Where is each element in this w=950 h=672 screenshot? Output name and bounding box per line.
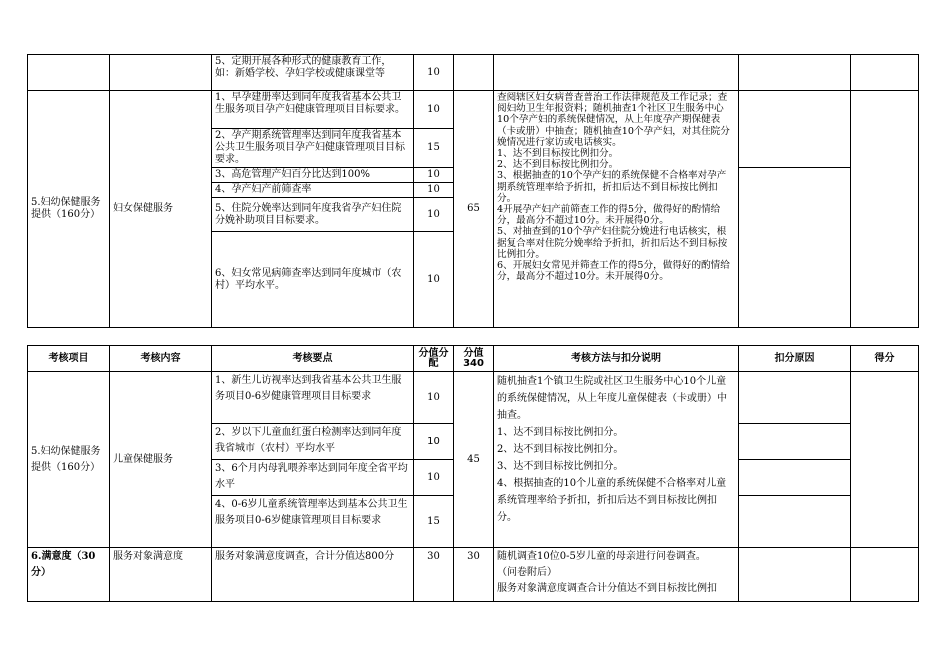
empty-cell <box>28 55 110 91</box>
total-cell: 30 <box>454 548 494 602</box>
point-cell: 5、住院分娩率达到同年度我省孕产妇住院分娩补助项目目标要求。 <box>212 198 414 232</box>
method-cell: 随机调查10位0-5岁儿童的母亲进行问卷调查。 （问卷附后） 服务对象满意度调查合计分值达不到目标按比例扣 <box>494 548 739 602</box>
header-item: 考核项目 <box>28 346 110 372</box>
header-method: 考核方法与扣分说明 <box>494 346 739 372</box>
content-cell: 服务对象满意度 <box>110 548 212 602</box>
item-cell: 5.妇幼保健服务提供（160分） <box>28 372 110 548</box>
table-row <box>28 55 919 91</box>
reason-cell <box>739 55 851 91</box>
total-cell: 65 <box>454 91 494 328</box>
score-cell: 10 <box>414 232 454 328</box>
empty-cell <box>494 55 739 91</box>
reason-cell <box>739 91 851 168</box>
point-cell: 3、高危管理产妇百分比达到100% <box>212 168 414 183</box>
reason-cell <box>739 548 851 602</box>
score-cell: 15 <box>414 496 454 548</box>
point-cell: 4、孕产妇产前筛查率 <box>212 183 414 198</box>
method-cell: 随机抽查1个镇卫生院或社区卫生服务中心10个儿童的系统保健情况，从上年度儿童保健表（卡或册）中抽查。 1、达不到目标按比例扣分。 2、达不到目标按比例扣分。 3、达不到目标按比例扣分。 4、根据抽查的10个儿童的系统保健不合格率对儿童系统管理率给予折扣，折扣后达不到目标按比例扣分。 <box>494 372 739 548</box>
method-cell: 查阅辖区妇女病普查普治工作法律规范及工作记录；查阅妇幼卫生年报资料；随机抽查1个社区卫生服务中心10个孕产妇的系统保健情况，从上年度孕产期保健表（卡或册）中抽查；随机抽查10个孕产妇，对其住院分娩情况进行家访或电话核实。 1、达不到目标按比例扣分。 2、达不到目标按比例扣分。 3、根据抽查的10个孕产妇的系统保健不合格率对孕产期系统管理率给予折扣，折扣后达不到目标按比例扣分。 4开展孕产妇产前筛查工作的得5分，做得好的酌情给分，最高分不超过10分。未开展得0分。 5、对抽查到的10个孕产妇住院分娩进行电话核实，根据复合率对住院分娩率给予折扣，折扣后达不到目标按比例扣分。 6、开展妇女常见并筛查工作的得5分，做得好的酌情给分，最高分不超过10分。未开展得0分。 <box>494 91 739 328</box>
point-cell: 2、孕产期系统管理率达到同年度我省基本公共卫生服务项目孕产妇健康管理项目目标要求。 <box>212 129 414 168</box>
header-row <box>28 346 919 372</box>
header-content: 考核内容 <box>110 346 212 372</box>
header-alloc: 分值分配 <box>414 346 454 372</box>
point-cell: 6、妇女常见病筛查率达到同年度城市（农村）平均水平。 <box>212 232 414 328</box>
point-cell: 1、新生儿访视率达到我省基本公共卫生服务项目0-6岁健康管理项目目标要求 <box>212 372 414 424</box>
point-cell: 5、定期开展各种形式的健康教育工作，如：新婚学校、孕妇学校或健康课堂等 <box>212 55 414 91</box>
empty-cell <box>110 55 212 91</box>
empty-cell <box>454 55 494 91</box>
point-cell: 4、0-6岁儿童系统管理率达到基本公共卫生服务项目0-6岁健康管理项目目标要求 <box>212 496 414 548</box>
score-cell: 10 <box>414 372 454 424</box>
header-reason: 扣分原因 <box>739 346 851 372</box>
result-cell <box>851 548 919 602</box>
reason-cell <box>739 496 851 548</box>
point-cell: 3、6个月内母乳喂养率达到同年度全省平均水平 <box>212 460 414 496</box>
score-cell: 10 <box>414 91 454 129</box>
score-cell: 30 <box>414 548 454 602</box>
header-score: 得分 <box>851 346 919 372</box>
score-cell: 10 <box>414 198 454 232</box>
point-cell: 2、岁以下儿童血红蛋白检测率达到同年度我省城市（农村）平均水平 <box>212 424 414 460</box>
result-cell <box>851 55 919 91</box>
table-row <box>28 91 919 129</box>
reason-cell <box>739 372 851 424</box>
score-cell: 10 <box>414 424 454 460</box>
score-cell: 10 <box>414 460 454 496</box>
point-cell: 服务对象满意度调查，合计分值达800分 <box>212 548 414 602</box>
score-cell: 10 <box>414 168 454 183</box>
header-value: 分值340 <box>454 346 494 372</box>
reason-cell <box>739 424 851 460</box>
reason-cell <box>739 168 851 328</box>
result-cell <box>851 372 919 548</box>
item-cell: 6.满意度（30分） <box>28 548 110 602</box>
score-cell: 10 <box>414 55 454 91</box>
item-cell: 5.妇幼保健服务提供（160分） <box>28 91 110 328</box>
table-row <box>28 372 919 424</box>
score-cell: 10 <box>414 183 454 198</box>
table-row <box>28 548 919 602</box>
total-cell: 45 <box>454 372 494 548</box>
child-health-table <box>27 345 919 602</box>
header-point: 考核要点 <box>212 346 414 372</box>
point-cell: 1、早孕建册率达到同年度我省基本公共卫生服务项目孕产妇健康管理项目目标要求。 <box>212 91 414 129</box>
women-health-table <box>27 54 919 328</box>
result-cell <box>851 91 919 328</box>
content-cell: 儿童保健服务 <box>110 372 212 548</box>
reason-cell <box>739 460 851 496</box>
content-cell: 妇女保健服务 <box>110 91 212 328</box>
score-cell: 15 <box>414 129 454 168</box>
